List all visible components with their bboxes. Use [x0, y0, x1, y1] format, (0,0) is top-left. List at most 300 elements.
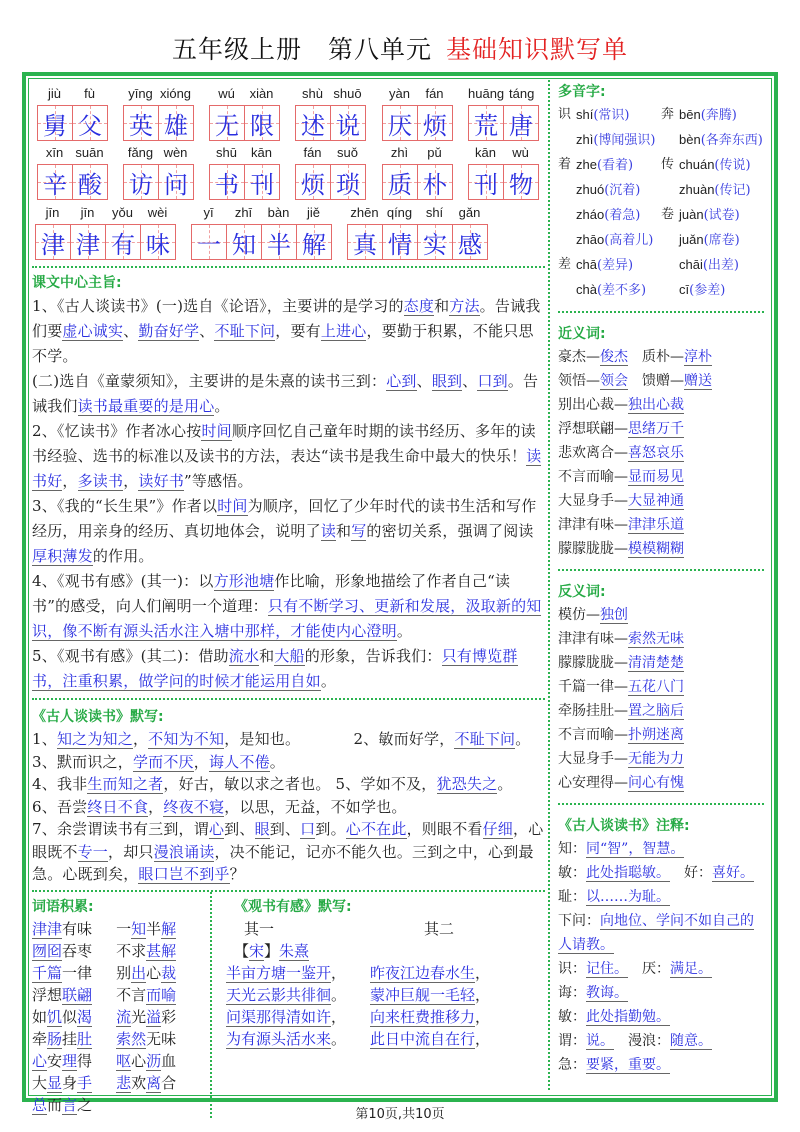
prompt-text: 3、《我的“长生果”》作者以	[32, 497, 218, 515]
annotation-answer: 记住。	[586, 961, 628, 977]
polyphone-reading	[576, 178, 661, 203]
synonyms-section	[558, 323, 764, 561]
pinyin-label: kān	[251, 145, 272, 160]
annotation-prompt: 急：	[558, 1057, 586, 1073]
dictation-line	[32, 728, 545, 751]
antonym-answer: 索然无味	[628, 631, 684, 647]
antonym-pair	[558, 727, 684, 744]
antonym-answer: 问心有愧	[628, 775, 684, 791]
pinyin-label: kān	[475, 145, 496, 160]
polyphone-reading	[576, 278, 661, 303]
section-heading: 《古人谈读书》注释:	[558, 818, 690, 834]
character-box	[123, 105, 159, 141]
pinyin-label: zhī	[234, 205, 253, 220]
annotation-pair	[558, 1033, 614, 1050]
synonym-pair	[558, 541, 684, 558]
prompt-text: 别	[116, 963, 132, 982]
prompt-text: 4、《观书有感》(其一)：以	[32, 572, 214, 590]
answer-text: 勤奋好学	[138, 322, 200, 340]
poem-author	[226, 940, 545, 962]
section-heading: 反义词:	[558, 584, 606, 600]
idiom-item	[32, 918, 92, 940]
character-box	[417, 105, 453, 141]
annotation-pair	[558, 961, 628, 978]
annotation-line	[558, 957, 764, 981]
character: 感	[458, 230, 482, 259]
prompt-text: ，是知也。 2、敏而好学，	[224, 730, 455, 748]
synonym-prompt: 不言而喻—	[558, 469, 628, 485]
antonym-pair	[558, 703, 684, 720]
word-group	[347, 205, 488, 260]
pinyin-label: jīn	[80, 205, 95, 220]
answer-text: 时间	[201, 422, 232, 440]
character-box	[503, 105, 539, 141]
word-group	[468, 145, 539, 200]
annotation-answer: 要紧，重要。	[586, 1057, 670, 1073]
annotation-answer: 随意。	[670, 1033, 712, 1049]
annotation-pair	[558, 913, 754, 954]
pinyin-label: zhì	[576, 132, 594, 147]
polyphone-character	[558, 128, 576, 153]
pinyin-label: yàn	[389, 86, 410, 101]
character-boxes	[123, 105, 194, 141]
antonym-prompt: 模仿—	[558, 607, 600, 623]
example-word: (奔腾)	[700, 108, 737, 123]
pinyin-label: huāng	[468, 86, 505, 101]
prompt-text: 5、《观书有感》(其二)：借助	[32, 647, 229, 665]
answer-text: 知之为知之	[56, 730, 133, 748]
prompt-text: ”等感悟。	[184, 472, 253, 490]
character-box	[452, 224, 488, 260]
pinyin-label: suǒ	[337, 145, 358, 160]
synonym-answer: 俊杰	[600, 349, 628, 365]
poem-line	[370, 984, 490, 1006]
word-group	[35, 205, 176, 260]
annotation-line	[558, 1053, 764, 1077]
polyphone-reading	[576, 203, 661, 228]
pinyin-label: táng	[509, 86, 535, 101]
answer-text: 心	[32, 1051, 48, 1070]
antonym-prompt: 朦朦胧胧—	[558, 655, 628, 671]
answer-text: 方形池塘	[213, 572, 275, 590]
character-box	[158, 164, 194, 200]
prompt-text: 和	[259, 647, 275, 665]
prompt-text: 、	[123, 322, 139, 340]
synonym-answer: 津津乐道	[628, 517, 684, 533]
answer-text: 大船	[274, 647, 305, 665]
pinyin-label: yīng	[128, 86, 153, 101]
prompt-text: 、	[416, 372, 432, 390]
central-idea-paragraph	[32, 294, 545, 369]
word-group	[209, 145, 280, 200]
polyphone-character: 奔	[661, 107, 675, 122]
section-divider	[558, 311, 764, 313]
answer-text: 学而不厌	[132, 752, 194, 771]
pinyin-row	[382, 145, 453, 161]
character: 访	[129, 170, 153, 199]
pinyin-label: fán	[303, 145, 322, 160]
annotation-answer: 喜好。	[712, 865, 754, 881]
pinyin-label: zhēn	[350, 205, 379, 220]
answer-text: 厚积薄发	[32, 547, 93, 565]
word-group	[123, 86, 194, 141]
prompt-text: ，	[132, 730, 149, 748]
character: 问	[164, 170, 188, 199]
central-idea-paragraph	[32, 494, 545, 569]
prompt-text: 。	[396, 622, 413, 640]
prompt-text: 。	[214, 397, 230, 415]
answer-text: 眼到	[431, 372, 463, 390]
annotation-pair	[558, 865, 670, 882]
prompt-text: ，要有	[275, 322, 321, 340]
answer-text: 囫囵	[32, 941, 63, 960]
answer-text: 仔细	[482, 820, 514, 838]
annotation-prompt: 漫浪：	[628, 1033, 670, 1049]
section-heading: 多音字:	[558, 84, 606, 100]
poem-dictation-section	[210, 892, 545, 1118]
answer-text: 生而知之者	[87, 775, 164, 793]
polyphone-reading	[576, 153, 661, 178]
answer-text: 饥	[47, 1007, 63, 1026]
word-group	[382, 145, 453, 200]
central-idea-paragraph	[32, 419, 545, 494]
character-boxes	[468, 164, 539, 200]
prompt-text: ，	[331, 1007, 347, 1026]
antonym-prompt: 津津有味—	[558, 631, 628, 647]
character-box	[468, 105, 504, 141]
example-word: (差不多)	[596, 283, 647, 298]
character-box	[295, 105, 331, 141]
pinyin-label: wèn	[163, 145, 188, 160]
pinyin-row	[123, 145, 194, 161]
prompt-text: ，	[148, 797, 164, 816]
right-column	[558, 81, 764, 1077]
central-ideas-section	[32, 272, 545, 694]
synonym-pair	[558, 397, 684, 414]
pinyin-label: jīn	[45, 205, 60, 220]
page-title	[0, 30, 800, 66]
prompt-text: 。	[320, 672, 337, 690]
polyphone-character: 识	[558, 107, 572, 122]
prompt-text: 。	[497, 775, 513, 793]
polyphone-character	[558, 203, 576, 228]
polyphone-reading	[679, 228, 764, 253]
character: 唐	[509, 111, 533, 140]
answer-text: 肚	[77, 1029, 93, 1048]
annotation-prompt: 诲：	[558, 985, 586, 1001]
polyphone-reading	[679, 128, 764, 153]
synonym-prompt: 馈赠—	[642, 373, 684, 389]
synonym-answer: 淳朴	[684, 349, 712, 365]
prompt-text: 有味	[62, 919, 93, 938]
antonyms-section	[558, 581, 764, 795]
word-group	[191, 205, 332, 260]
character: 无	[215, 111, 239, 140]
left-column	[32, 80, 545, 1118]
pinyin-label: cī	[679, 282, 690, 297]
idiom-item	[116, 1028, 176, 1050]
answer-text: 手	[77, 1073, 93, 1092]
example-word: (传记)	[714, 183, 751, 198]
prompt-text: 顺序回忆自己童年时期的读书经历、多年的读书经验、选书的标准以及读书的方法，表达“读书是我生命中最大的快乐！	[32, 422, 536, 465]
annotation-answer: 说。	[586, 1033, 614, 1049]
pinyin-row	[209, 86, 280, 102]
annotation-pair	[628, 1033, 712, 1049]
prompt-text: ，	[123, 472, 139, 490]
prompt-text: 。	[331, 985, 347, 1004]
answer-text: 心不在此	[345, 820, 407, 838]
word-group	[295, 145, 366, 200]
synonym-pair	[558, 349, 628, 366]
antonym-line	[558, 675, 764, 699]
antonym-prompt: 千篇一律—	[558, 679, 628, 695]
answer-text: 问渠那得清如许	[226, 1007, 332, 1026]
word-group	[123, 145, 194, 200]
character: 荒	[474, 111, 498, 140]
prompt-text: 的密切关系，强调了阅读	[366, 522, 534, 540]
section-divider	[32, 698, 545, 700]
antonym-answer: 置之脑后	[628, 703, 684, 719]
prompt-text: 一律	[62, 963, 93, 982]
character: 物	[509, 170, 533, 199]
classical-dictation-section	[32, 706, 545, 886]
character: 述	[301, 111, 325, 140]
character-box	[209, 164, 245, 200]
answer-text: 离	[146, 1073, 162, 1092]
polyphone-reading	[576, 103, 661, 128]
annotation-prompt: 敏：	[558, 1009, 586, 1025]
synonym-prompt: 领悟—	[558, 373, 600, 389]
character: 真	[353, 230, 377, 259]
synonym-answer: 显而易见	[628, 469, 684, 485]
character-box	[72, 105, 108, 141]
character-boxes	[347, 224, 488, 260]
answer-text: 多读书	[77, 472, 124, 490]
polyphone-character: 卷	[661, 207, 675, 222]
prompt-text: 。告诫我们	[32, 372, 539, 415]
poem-line	[226, 984, 346, 1006]
prompt-text: (二)选自《童蒙须知》，主要讲的是朱熹的读书三到：	[32, 372, 387, 390]
annotation-line	[558, 1029, 764, 1053]
pinyin-label: zhe	[576, 157, 597, 172]
synonym-answer: 赠送	[684, 373, 712, 389]
idiom-item	[116, 1006, 176, 1028]
answer-text: 终日不食	[87, 797, 149, 816]
character: 酸	[78, 170, 102, 199]
answer-text: 只有博览群书，注重积累，做学问的时候才能运用自如	[32, 647, 518, 690]
character-boxes	[382, 105, 453, 141]
polyphone-reading	[576, 128, 661, 153]
prompt-text: ，	[475, 963, 491, 982]
polyphone-character	[558, 278, 576, 303]
prompt-text: 2、《忆读书》作者冰心按	[32, 422, 202, 440]
antonym-answer: 清清楚楚	[628, 655, 684, 671]
character-box	[123, 164, 159, 200]
central-idea-paragraph	[32, 569, 545, 644]
idiom-item	[32, 962, 92, 984]
polyphone-reading	[679, 253, 764, 278]
pinyin-label: xiàn	[249, 86, 274, 101]
character: 厌	[388, 111, 412, 140]
prompt-text: 和	[434, 297, 450, 315]
character: 刊	[474, 170, 498, 199]
polyphone-character	[661, 253, 679, 278]
pinyin-label: jiě	[306, 205, 320, 220]
prompt-text: 为顺序，回忆了少年时代的读书生活和写作经历，用亲身的经历、真切地体会，说明了	[32, 497, 537, 540]
synonym-pair	[642, 373, 712, 389]
prompt-text: 6、吾尝	[32, 797, 88, 816]
character-box	[382, 105, 418, 141]
character-box	[226, 224, 262, 260]
polyphone-character	[558, 178, 576, 203]
annotation-line	[558, 909, 764, 957]
dictation-body	[32, 728, 545, 886]
answer-text: 漫浪诵读	[153, 842, 215, 861]
answer-text: 写	[351, 522, 367, 540]
synonym-line	[558, 393, 764, 417]
section-heading: 词语积累:	[32, 898, 94, 915]
answer-text: 读书最重要的是用心	[77, 397, 215, 415]
synonym-prompt: 质朴—	[642, 349, 684, 365]
example-word: (博闻强识)	[593, 133, 656, 148]
polyphone-reading	[679, 103, 764, 128]
antonym-pair	[558, 751, 684, 768]
answer-text: 宋	[249, 941, 265, 960]
character: 限	[250, 111, 274, 140]
polyphones-table	[558, 103, 764, 303]
synonym-pair	[558, 445, 684, 462]
pinyin-row	[295, 145, 366, 161]
pinyin-label: fán	[425, 86, 444, 101]
answer-text: 态度	[403, 297, 435, 315]
character-box	[330, 164, 366, 200]
dictation-line	[32, 773, 545, 796]
annotation-prompt: 知：	[558, 841, 586, 857]
example-word: (各奔东西)	[700, 133, 763, 148]
word-group	[382, 86, 453, 141]
synonym-pair	[558, 373, 628, 390]
prompt-text: 光	[131, 1007, 147, 1026]
prompt-text: 心	[146, 963, 162, 982]
pinyin-row	[347, 205, 488, 221]
antonym-pair	[558, 631, 684, 648]
annotation-prompt: 厌：	[642, 961, 670, 977]
synonym-line	[558, 489, 764, 513]
pinyin-row	[209, 145, 280, 161]
title-highlight: 基础知识默写单	[446, 35, 629, 64]
answer-text: 只有不断学习、更新和发展，汲取新的知识，像不断有源头活水注入塘中那样，才能使内心澄明	[32, 597, 542, 640]
prompt-text: 欢	[131, 1073, 147, 1092]
prompt-text: 身	[62, 1073, 78, 1092]
annotations-section	[558, 815, 764, 1077]
annotations-list	[558, 837, 764, 1077]
character-boxes	[295, 105, 366, 141]
central-idea-paragraph	[32, 644, 545, 694]
idiom-item	[32, 1028, 92, 1050]
pinyin-row	[382, 86, 453, 102]
prompt-text: 彩	[161, 1007, 177, 1026]
prompt-text: 和	[336, 522, 352, 540]
character-box	[295, 164, 331, 200]
vocabulary-section	[32, 892, 210, 1118]
poem-line	[370, 962, 490, 984]
prompt-text: ，	[193, 752, 209, 771]
pinyin-label: wù	[512, 145, 529, 160]
section-divider	[558, 803, 764, 805]
answer-text: 蒙冲巨舰一毛轻	[370, 985, 476, 1004]
synonyms-list	[558, 345, 764, 561]
prompt-text: 牵	[32, 1029, 48, 1048]
prompt-text: 半	[146, 919, 162, 938]
antonym-line	[558, 699, 764, 723]
pinyin-row	[295, 86, 366, 102]
annotation-prompt: 谓：	[558, 1033, 586, 1049]
prompt-text: 、	[462, 372, 478, 390]
central-ideas-body	[32, 294, 545, 694]
answer-text: 理	[62, 1051, 78, 1070]
prompt-text: 得	[77, 1051, 93, 1070]
prompt-text: ，	[475, 985, 491, 1004]
idiom-item	[32, 940, 92, 962]
prompt-text: ，要勤于积累，不能只思不学。	[32, 322, 534, 365]
polyphone-character: 传	[661, 157, 675, 172]
character: 一	[197, 230, 221, 259]
synonym-prompt: 豪杰—	[558, 349, 600, 365]
word-group	[209, 86, 280, 141]
prompt-text: ，好古，敏以求之者也。 5、学如不及，	[163, 775, 437, 793]
annotation-prompt: 耻：	[558, 889, 586, 905]
prompt-text: 到、	[224, 820, 255, 838]
polyphone-reading	[576, 228, 661, 253]
antonym-pair	[558, 679, 684, 696]
section-heading: 近义词:	[558, 326, 606, 342]
prompt-text: 的形象，告诉我们：	[304, 647, 442, 665]
answer-text: 知	[131, 919, 147, 938]
pinyin-row	[37, 86, 108, 102]
synonym-answer: 大显神通	[628, 493, 684, 509]
title-main: 五年级上册 第八单元	[171, 35, 432, 64]
idiom-item	[116, 1050, 176, 1072]
pinyin-label: zhuàn	[679, 182, 715, 197]
character-boxes	[191, 224, 332, 260]
poem-one-lines	[226, 962, 346, 1050]
answer-text: 肠	[47, 1029, 63, 1048]
character-box	[503, 164, 539, 200]
annotation-prompt: 识：	[558, 961, 586, 977]
example-word: (试卷)	[703, 208, 740, 223]
prompt-text: ，则眼不看	[406, 820, 483, 838]
pinyin-label: shí	[425, 205, 444, 220]
poem-line	[226, 1028, 346, 1050]
prompt-text: 心	[131, 1051, 147, 1070]
prompt-text: 1、	[32, 730, 57, 748]
answer-text: 津津	[32, 919, 63, 938]
example-word: (看着)	[596, 158, 634, 173]
prompt-text: 的作用。	[92, 547, 154, 565]
prompt-text: 一	[116, 919, 132, 938]
poem-two-lines	[370, 962, 490, 1050]
pinyin-label: shí	[576, 107, 594, 122]
prompt-text: 作比喻，形象地描绘了作者自己“读书”的感受，向人们阐明一个道理：	[32, 572, 511, 615]
synonym-pair	[558, 421, 684, 438]
answer-text: 时间	[217, 497, 248, 515]
prompt-text: ，心眼既不	[32, 820, 544, 861]
dictation-line	[32, 818, 545, 886]
character-box	[209, 105, 245, 141]
character: 津	[41, 230, 65, 259]
character-boxes	[35, 224, 176, 260]
character-box	[347, 224, 383, 260]
